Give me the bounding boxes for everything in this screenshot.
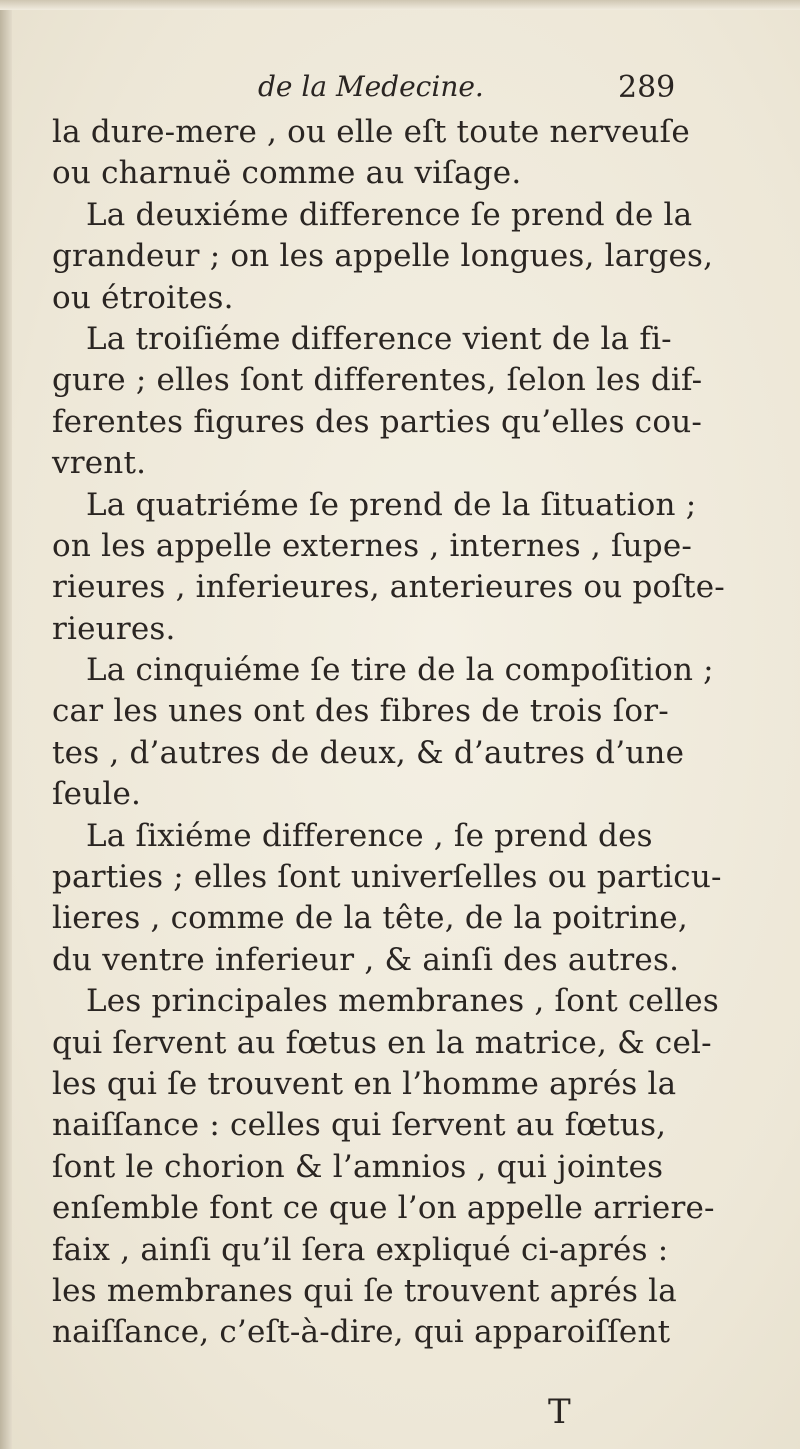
text-line: qui ſervent au fœtus en la matrice, & cel- xyxy=(52,1024,712,1061)
page-number: 289 xyxy=(618,70,676,105)
text-line: vrent. xyxy=(52,445,147,482)
text-line: faix , ainſi qu’il ſera expliqué ci-aprés : xyxy=(52,1231,669,1268)
text-line: grandeur ; on les appelle longues, larges, xyxy=(52,238,714,275)
page-gutter-edge xyxy=(0,0,12,1449)
page-top-edge xyxy=(0,0,800,10)
running-title: de la Medecine. xyxy=(258,70,484,103)
text-line: enſemble font ce que l’on appelle arriere- xyxy=(52,1190,715,1227)
text-line: car les unes ont des fibres de trois ſor- xyxy=(52,693,669,730)
text-line: lieres , comme de la tête, de la poitrine, xyxy=(52,900,688,937)
text-line: la dure-mere , ou elle eſt toute nerveuſe xyxy=(52,114,690,150)
text-line: rieures , inferieures, anterieures ou poſte- xyxy=(52,569,725,606)
text-line: gure ; elles ſont differentes, ſelon les dif- xyxy=(52,362,703,399)
text-line: La troiſiéme difference vient de la fi- xyxy=(86,320,672,357)
page-header xyxy=(0,70,800,118)
text-line: Les principales membranes , ſont celles xyxy=(86,983,719,1020)
text-line: naiſſance, c’eſt-à-dire, qui apparoiſſent xyxy=(52,1314,671,1351)
text-line: La quatriéme ſe prend de la ſituation ; xyxy=(86,486,697,523)
body-text xyxy=(52,112,762,1354)
text-line: du ventre inferieur , & ainſi des autres. xyxy=(52,941,680,978)
text-line: ſeule. xyxy=(52,776,142,813)
text-line: les membranes qui ſe trouvent aprés la xyxy=(52,1272,677,1309)
text-line: La cinquiéme ſe tire de la compoſition ; xyxy=(86,652,714,689)
text-line: les qui ſe trouvent en l’homme aprés la xyxy=(52,1065,677,1102)
text-line: on les appelle externes , internes , ſupe- xyxy=(52,527,693,564)
text-line: ou étroites. xyxy=(52,279,234,316)
signature-mark: T xyxy=(548,1392,571,1432)
text-line: naiſſance : celles qui ſervent au fœtus, xyxy=(52,1107,667,1144)
text-line: ou charnuë comme au viſage. xyxy=(52,155,522,192)
text-line: parties ; elles ſont univerſelles ou particu- xyxy=(52,859,722,896)
text-line: La deuxiéme difference ſe prend de la xyxy=(86,196,693,233)
text-line: tes , d’autres de deux, & d’autres d’une xyxy=(52,734,685,771)
text-line: La ſixiéme difference , ſe prend des xyxy=(86,817,653,854)
text-line: ferentes figures des parties qu’elles cou- xyxy=(52,403,703,440)
text-line: ſont le chorion & l’amnios , qui jointes xyxy=(52,1148,664,1185)
text-line: rieures. xyxy=(52,610,176,647)
